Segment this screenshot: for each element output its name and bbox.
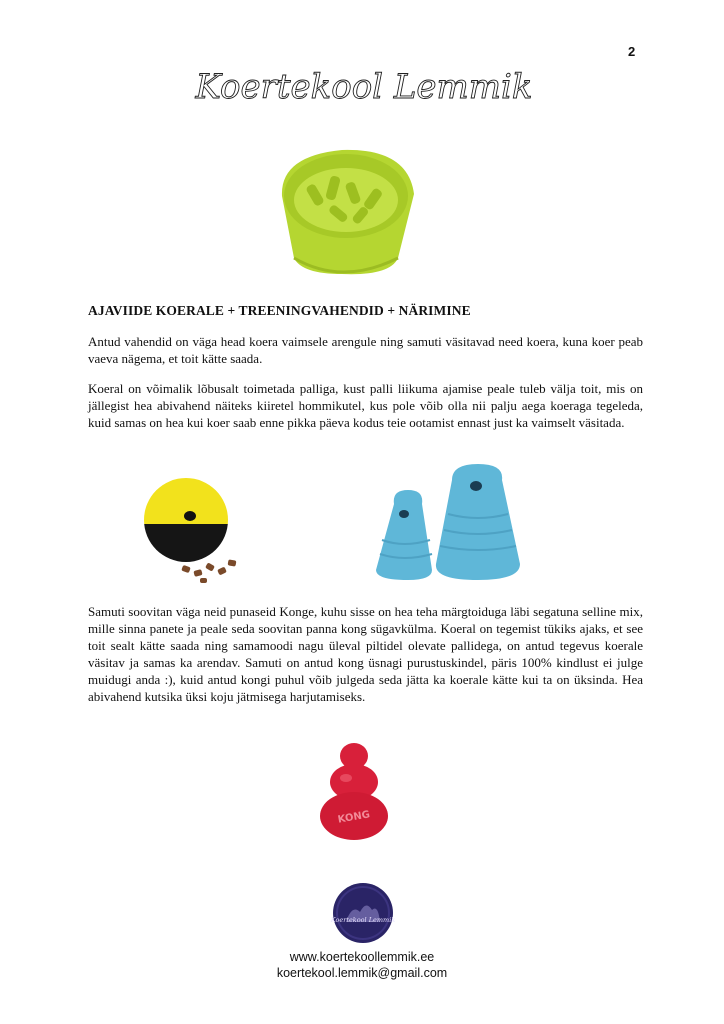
kong-label: KONG	[337, 809, 371, 826]
blue-toys-image	[368, 460, 548, 584]
logo-text: Koertekool Lemmik	[195, 67, 533, 107]
paragraph-1: Antud vahendid on väga head koera vaimsele arengule ning samuti väsitavad need koera, kuna koer peab vaeva nägema, et toit kätte saada.	[88, 334, 643, 366]
slow-feeder-bowl-image	[272, 136, 420, 286]
footer-website-link[interactable]: www.koertekoollemmik.ee	[289, 950, 435, 964]
paragraph-2: Koeral on võimalik lõbusalt toimetada palliga, kust palli liikuma ajamise peale tuleb välja toit, mis on jällegist hea abivahend näiteks kiiretel hommikutel, kus pole võib olla nii palju aega koeraga tegeleda, kuid samas on hea kui koer saab enne pikka päeva kodus teie ootamist ennast just ka vaimselt väsitada.	[88, 381, 643, 430]
footer-logo-text: Koertekool Lemmik	[330, 916, 396, 924]
section-heading: AJAVIIDE KOERALE + TREENINGVAHENDID + NÄRIMINE	[88, 303, 471, 318]
red-kong-image	[308, 738, 400, 842]
page-number: 2	[628, 44, 636, 59]
footer-email-link[interactable]: koertekool.lemmik@gmail.com	[276, 966, 448, 980]
footer-logo	[332, 882, 394, 944]
treat-ball-image	[138, 474, 244, 584]
paragraph-3: Samuti soovitan väga neid punaseid Konge, kuhu sisse on hea teha märgtoiduga läbi segatuna selline mix, mille sinna panete ja peale seda soovitan panna kong sügavkülma. Koeral on tegemist tükiks ajaks, et see toit sealt kätte saada ning samamoodi nagu üleval piltidel olevate pallidega, on antud tegevus koerale väsitav ja samas ka arendav. Samuti on antud kong üsnagi purustuskindel, päris 100% kindlust ei julge muidugi anda :), kuid antud kongi puhul võib julgeda seda jätta ka koerale kätte kui ta on üksinda. Hea abivahend kutsika üksi koju jätmisega harjutamiseks.	[88, 604, 643, 704]
header-logo	[195, 56, 533, 118]
